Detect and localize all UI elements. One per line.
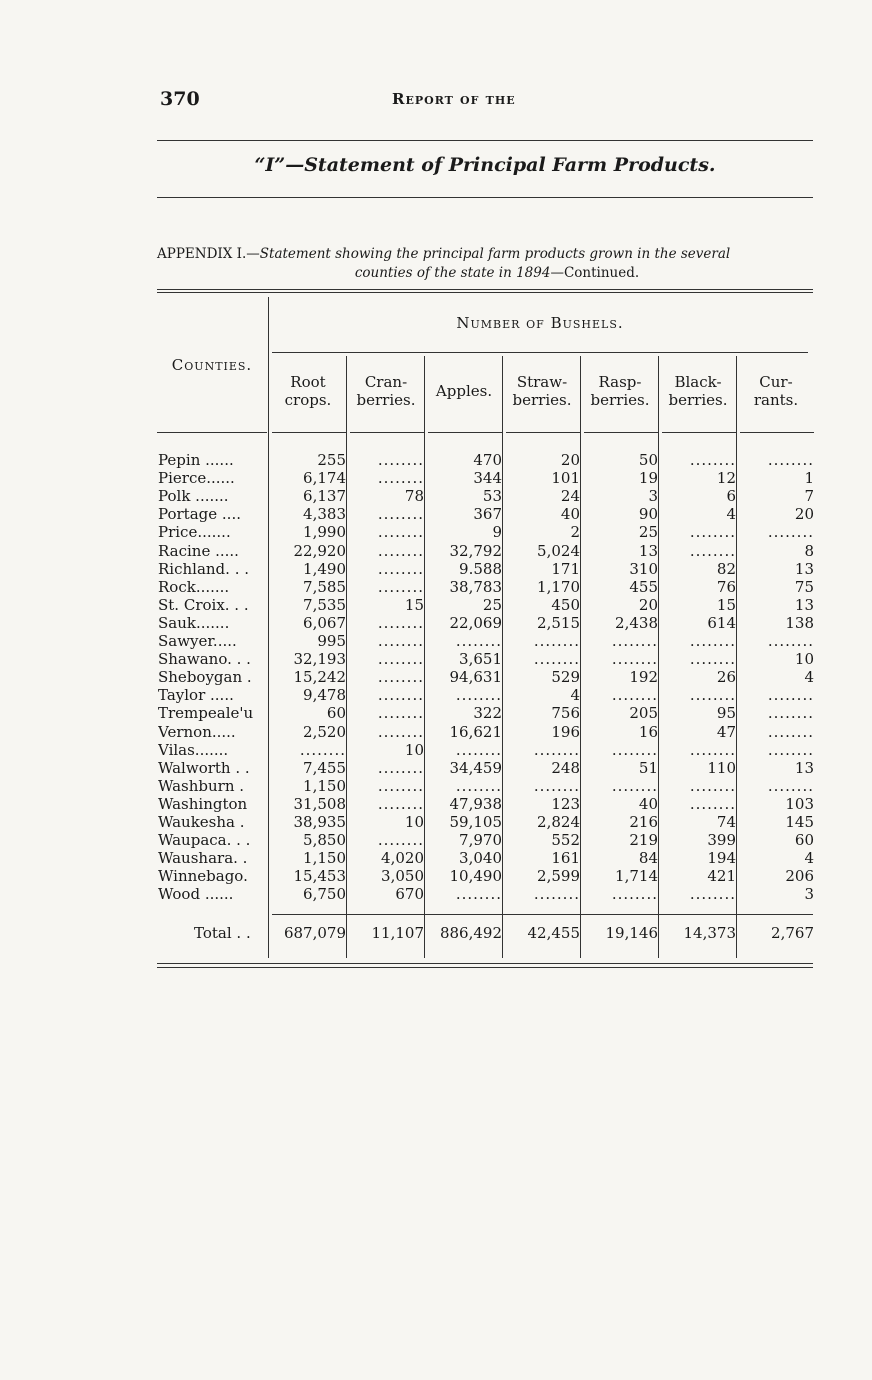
table-top-rule-double [157, 292, 813, 293]
col-header-line: berries. [668, 391, 728, 409]
table-cell: ........ [377, 469, 424, 488]
col5-header-rule [584, 432, 658, 433]
col-header-line: Apples. [435, 382, 493, 400]
table-cell: ........ [377, 559, 424, 578]
table-cell: ........ [377, 668, 424, 687]
county-name: Sheboygan . [158, 668, 252, 687]
col-header-line: berries. [590, 391, 650, 409]
appendix-caption-continued: —Continued. [550, 265, 640, 281]
table-cell: 16,621 [449, 722, 502, 741]
table-cell: 614 [707, 613, 736, 632]
county-name: Winnebago. [158, 867, 248, 886]
table-cell: 32,193 [293, 650, 346, 669]
table-cell: 399 [707, 831, 736, 850]
col-header-line: berries. [356, 391, 416, 409]
table-row [0, 487, 872, 505]
table-cell: 470 [473, 451, 502, 469]
table-bottom-rule [157, 963, 813, 964]
table-cell: 255 [317, 451, 346, 469]
county-name: Racine ..... [158, 541, 239, 560]
table-cell: ........ [689, 632, 736, 650]
table-cell: ........ [455, 632, 502, 650]
table-cell: ........ [455, 740, 502, 759]
table-cell: 32,792 [449, 541, 502, 560]
table-cell: ........ [533, 885, 580, 904]
col-header-blackberries [660, 373, 736, 409]
table-cell: 40 [560, 505, 580, 524]
table-cell: ........ [377, 523, 424, 542]
col-header-line: rants. [753, 391, 799, 409]
table-cell: 205 [629, 704, 658, 723]
table-cell: ........ [377, 722, 424, 741]
table-cell: 7 [804, 487, 814, 506]
county-name: St. Croix. . . [158, 595, 249, 614]
county-name: Polk ....... [158, 487, 229, 506]
table-cell: 19 [638, 469, 658, 488]
top-rule [157, 140, 813, 141]
table-row [0, 741, 872, 759]
table-cell: 1,170 [537, 577, 580, 596]
county-name: Waukesha . [158, 813, 245, 831]
table-cell: 3,050 [381, 867, 424, 886]
total-rule [272, 914, 813, 915]
county-name: Rock....... [158, 577, 230, 596]
table-cell: ........ [533, 632, 580, 650]
table-cell: 196 [551, 722, 580, 741]
table-cell: 25 [638, 523, 658, 542]
table-cell: ........ [767, 722, 814, 741]
table-row [0, 560, 872, 578]
table-cell: ........ [689, 885, 736, 904]
table-cell: ........ [377, 577, 424, 596]
table-cell: 2 [570, 523, 580, 542]
table-top-rule [157, 289, 813, 290]
table-cell: ........ [767, 632, 814, 650]
table-cell: 310 [629, 559, 658, 578]
table-cell: 6,750 [303, 885, 346, 904]
table-cell: 13 [794, 758, 814, 777]
table-row [0, 632, 872, 650]
total-value: 14,373 [683, 924, 736, 942]
table-row [0, 867, 872, 885]
table-row [0, 831, 872, 849]
col3-header-rule [428, 432, 502, 433]
table-cell: ........ [377, 613, 424, 632]
table-cell: ........ [377, 451, 424, 469]
table-cell: 194 [707, 849, 736, 868]
group-header: Number of Bushels. [456, 314, 624, 332]
table-cell: 1,714 [615, 867, 658, 886]
table-cell: ........ [455, 776, 502, 795]
table-cell: 344 [473, 469, 502, 488]
table-cell: 38,783 [449, 577, 502, 596]
table-cell: ........ [299, 740, 346, 759]
col-header-cranberries [348, 373, 424, 409]
table-cell: 15,242 [293, 668, 346, 687]
table-cell: 1,150 [303, 849, 346, 868]
table-cell: 9.588 [459, 559, 502, 578]
appendix-caption [157, 245, 817, 283]
table-cell: 2,599 [537, 867, 580, 886]
table-cell: 101 [551, 469, 580, 488]
table-cell: ........ [689, 451, 736, 469]
table-cell: ........ [455, 885, 502, 904]
table-cell: 219 [629, 831, 658, 850]
table-cell: ........ [767, 686, 814, 705]
table-cell: ........ [611, 740, 658, 759]
county-name: Washington [158, 794, 248, 813]
county-name: Wood ...... [158, 885, 234, 904]
table-cell: 12 [716, 469, 736, 488]
county-name: Taylor ..... [158, 686, 234, 705]
col-header-line: Black- [674, 373, 722, 391]
table-cell: 94,631 [449, 668, 502, 687]
table-cell: 74 [716, 813, 736, 831]
table-cell: 110 [707, 758, 736, 777]
counties-header: Counties. [171, 356, 253, 374]
total-value: 42,455 [527, 924, 580, 942]
table-cell: 15 [716, 595, 736, 614]
table-cell: 4 [804, 849, 814, 868]
table-cell: 76 [716, 577, 736, 596]
table-cell: 82 [716, 559, 736, 578]
col-header-line: Straw- [516, 373, 568, 391]
table-cell: 552 [551, 831, 580, 850]
table-cell: 22,920 [293, 541, 346, 560]
table-cell: 22,069 [449, 613, 502, 632]
table-cell: 10 [794, 650, 814, 669]
col-header-strawberries [504, 373, 580, 409]
table-cell: 421 [707, 867, 736, 886]
table-cell: ........ [377, 505, 424, 524]
table-row [0, 795, 872, 813]
table-cell: 78 [404, 487, 424, 506]
col-header-line: Cran- [364, 373, 408, 391]
col6-header-rule [662, 432, 736, 433]
col2-header-rule [350, 432, 424, 433]
table-cell: 47 [716, 722, 736, 741]
table-cell: 9 [492, 523, 502, 542]
table-cell: 13 [638, 541, 658, 560]
table-row [0, 469, 872, 487]
appendix-label: APPENDIX I.— [157, 246, 260, 262]
table-cell: ........ [689, 686, 736, 705]
appendix-caption-line1: Statement showing the principal farm products grown in the several [259, 246, 731, 262]
table-cell: 13 [794, 559, 814, 578]
table-cell: 4,020 [381, 849, 424, 868]
total-value: 19,146 [605, 924, 658, 942]
county-name: Price....... [158, 523, 231, 542]
table-row [0, 723, 872, 741]
county-name: Washburn . [158, 776, 245, 795]
county-name: Shawano. . . [158, 650, 251, 669]
table-cell: ........ [611, 632, 658, 650]
col1-header-rule [272, 432, 346, 433]
table-cell: 6,174 [303, 469, 346, 488]
table-cell: 8 [804, 541, 814, 560]
table-row [0, 704, 872, 722]
table-cell: ........ [767, 740, 814, 759]
table-cell: 3,651 [459, 650, 502, 669]
table-cell: ........ [455, 686, 502, 705]
table-cell: 40 [638, 794, 658, 813]
table-cell: ........ [377, 794, 424, 813]
table-cell: 3 [804, 885, 814, 904]
table-row [0, 759, 872, 777]
table-cell: 5,850 [303, 831, 346, 850]
col-header-apples [426, 382, 502, 400]
table-cell: 9,478 [303, 686, 346, 705]
table-cell: 26 [716, 668, 736, 687]
county-name: Portage .... [158, 505, 241, 524]
col-header-line: Cur- [759, 373, 793, 391]
table-cell: 322 [473, 704, 502, 723]
table-cell: 38,935 [293, 813, 346, 831]
table-cell: 60 [794, 831, 814, 850]
table-cell: 1,490 [303, 559, 346, 578]
table-cell: 216 [629, 813, 658, 831]
table-cell: 7,585 [303, 577, 346, 596]
table-cell: ........ [533, 650, 580, 669]
table-cell: 20 [638, 595, 658, 614]
table-cell: ........ [689, 776, 736, 795]
table-cell: ........ [767, 451, 814, 469]
table-cell: ........ [377, 686, 424, 705]
table-cell: 2,515 [537, 613, 580, 632]
table-row [0, 596, 872, 614]
table-cell: 455 [629, 577, 658, 596]
statement-title: “I”—Statement of Principal Farm Products. [254, 154, 716, 176]
table-cell: 7,455 [303, 758, 346, 777]
table-cell: 59,105 [449, 813, 502, 831]
table-cell: 4,383 [303, 505, 346, 524]
table-bottom-rule-double [157, 967, 813, 968]
county-name: Vernon..... [158, 722, 236, 741]
table-cell: 161 [551, 849, 580, 868]
table-cell: 995 [317, 632, 346, 650]
county-name: Waushara. . [158, 849, 248, 868]
table-cell: ........ [611, 776, 658, 795]
table-cell: 123 [551, 794, 580, 813]
table-cell: 31,508 [293, 794, 346, 813]
table-cell: 529 [551, 668, 580, 687]
col-header-line: Rasp- [598, 373, 642, 391]
table-cell: ........ [611, 885, 658, 904]
table-cell: ........ [533, 776, 580, 795]
table-cell: ........ [689, 740, 736, 759]
table-cell: 3 [648, 487, 658, 506]
table-cell: 1,150 [303, 776, 346, 795]
table-cell: 10 [404, 813, 424, 831]
county-name: Richland. . . [158, 559, 249, 578]
table-cell: ........ [689, 650, 736, 669]
col-header-raspberries [582, 373, 658, 409]
table-cell: 248 [551, 758, 580, 777]
table-row [0, 542, 872, 560]
table-cell: ........ [689, 523, 736, 542]
county-name: Walworth . . [158, 758, 250, 777]
table-cell: 450 [551, 595, 580, 614]
total-value: 886,492 [439, 924, 502, 942]
table-cell: 13 [794, 595, 814, 614]
table-cell: 20 [794, 505, 814, 524]
page-number: 370 [160, 88, 200, 110]
table-cell: 53 [482, 487, 502, 506]
table-cell: 51 [638, 758, 658, 777]
table-cell: 171 [551, 559, 580, 578]
table-row [0, 451, 872, 469]
col-header-line: berries. [512, 391, 572, 409]
col-header-line: Root [290, 373, 326, 391]
title-rule [157, 197, 813, 198]
table-cell: ........ [377, 650, 424, 669]
table-cell: 2,824 [537, 813, 580, 831]
running-head: Report of the [392, 90, 516, 108]
table-cell: 367 [473, 505, 502, 524]
table-cell: 90 [638, 505, 658, 524]
table-cell: 47,938 [449, 794, 502, 813]
table-cell: ........ [767, 776, 814, 795]
table-cell: 756 [551, 704, 580, 723]
table-row [0, 686, 872, 704]
appendix-caption-line2: counties of the state in 1894 [354, 265, 551, 281]
table-cell: ........ [377, 704, 424, 723]
county-name: Vilas....... [158, 740, 229, 759]
total-value: 687,079 [283, 924, 346, 942]
table-cell: 84 [638, 849, 658, 868]
table-row [0, 614, 872, 632]
table-cell: ........ [377, 831, 424, 850]
table-cell: 3,040 [459, 849, 502, 868]
table-cell: ........ [377, 632, 424, 650]
table-cell: 1,990 [303, 523, 346, 542]
table-cell: ........ [377, 758, 424, 777]
table-row [0, 505, 872, 523]
table-cell: ........ [767, 704, 814, 723]
table-cell: 6,067 [303, 613, 346, 632]
table-cell: 4 [804, 668, 814, 687]
table-cell: 10,490 [449, 867, 502, 886]
table-cell: 16 [638, 722, 658, 741]
table-cell: 192 [629, 668, 658, 687]
table-cell: 670 [395, 885, 424, 904]
county-name: Sawyer..... [158, 632, 237, 650]
table-cell: 1 [804, 469, 814, 488]
table-cell: 5,024 [537, 541, 580, 560]
counties-header-rule [157, 432, 267, 433]
county-name: Sauk....... [158, 613, 230, 632]
table-cell: 24 [560, 487, 580, 506]
table-cell: 6,137 [303, 487, 346, 506]
table-cell: ........ [689, 541, 736, 560]
table-cell: 75 [794, 577, 814, 596]
table-row [0, 813, 872, 831]
county-name: Pierce...... [158, 469, 235, 488]
table-cell: 6 [726, 487, 736, 506]
col7-header-rule [740, 432, 814, 433]
table-cell: 20 [560, 451, 580, 469]
table-cell: 2,438 [615, 613, 658, 632]
total-label: Total . . [194, 924, 251, 942]
table-cell: ........ [611, 686, 658, 705]
table-cell: 95 [716, 704, 736, 723]
table-cell: 103 [785, 794, 814, 813]
table-cell: ........ [689, 794, 736, 813]
col-header-currants [738, 373, 814, 409]
table-cell: 138 [785, 613, 814, 632]
table-cell: 60 [326, 704, 346, 723]
table-cell: 4 [726, 505, 736, 524]
table-cell: 15 [404, 595, 424, 614]
table-cell: 25 [482, 595, 502, 614]
total-value: 2,767 [771, 924, 814, 942]
total-value: 11,107 [371, 924, 424, 942]
county-name: Trempeale'u [158, 704, 254, 723]
table-cell: ........ [533, 740, 580, 759]
table-cell: 145 [785, 813, 814, 831]
table-row [0, 578, 872, 596]
col-header-line: crops. [284, 391, 332, 409]
col4-header-rule [506, 432, 580, 433]
col-header-root-crops [270, 373, 346, 409]
table-row [0, 523, 872, 541]
table-row [0, 668, 872, 686]
table-cell: 15,453 [293, 867, 346, 886]
table-cell: 10 [404, 740, 424, 759]
table-row [0, 777, 872, 795]
county-name: Pepin ...... [158, 451, 234, 469]
table-cell: 206 [785, 867, 814, 886]
table-cell: 7,970 [459, 831, 502, 850]
table-row [0, 849, 872, 867]
table-cell: 34,459 [449, 758, 502, 777]
table-cell: 7,535 [303, 595, 346, 614]
county-name: Waupaca. . . [158, 831, 251, 850]
table-cell: ........ [611, 650, 658, 669]
group-header-rule [272, 352, 808, 353]
table-cell: 50 [638, 451, 658, 469]
table-cell: 4 [570, 686, 580, 705]
table-row [0, 885, 872, 903]
table-cell: ........ [377, 541, 424, 560]
table-cell: ........ [377, 776, 424, 795]
table-cell: 2,520 [303, 722, 346, 741]
table-row [0, 650, 872, 668]
table-cell: ........ [767, 523, 814, 542]
